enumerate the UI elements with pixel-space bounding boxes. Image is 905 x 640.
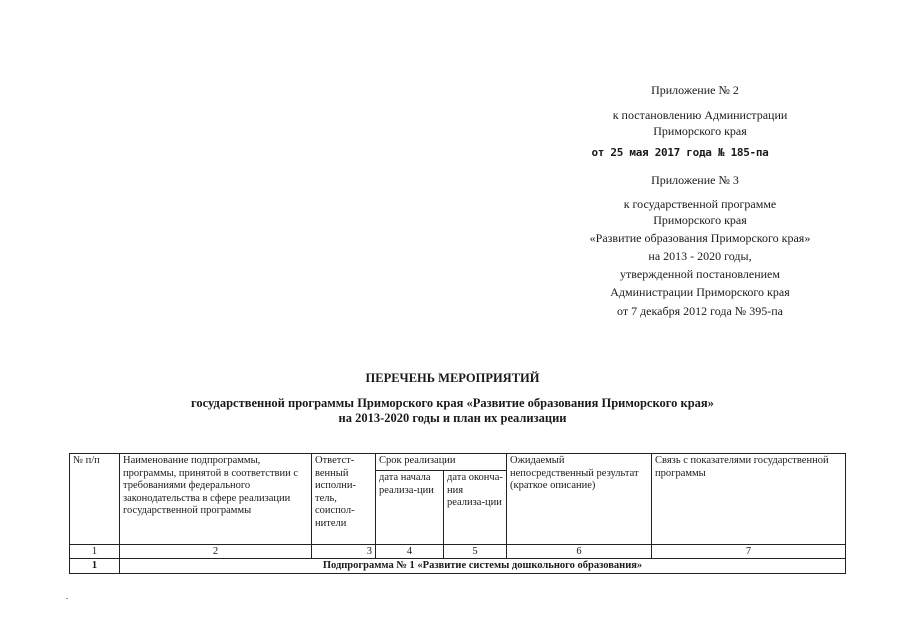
column-number: 5 [444,545,507,559]
header-num: № п/п [70,454,120,545]
document-subtitle-line2: на 2013-2020 годы и план их реализации [338,411,567,425]
table-row [70,559,846,574]
program-ref-line4: на 2013 - 2020 годы, [648,249,752,263]
column-number: 1 [70,545,120,559]
appendix2-label: Приложение № 2 [651,83,739,97]
program-ref-line3: «Развитие образования Приморского края» [589,231,811,245]
program-ref-line7: от 7 декабря 2012 года № 395-па [616,304,784,318]
header-period: Срок реализации [376,454,507,471]
program-ref-line6: Администрации Приморского края [610,285,790,299]
column-number-row [70,545,846,559]
program-ref-line5: утвержденной постановлением [620,267,780,281]
document-subtitle-line1: государственной программы Приморского края «Развитие образования Приморского края» [191,396,714,410]
program-ref-line2: Приморского края [653,213,747,227]
resolution-stamp: от 25 мая 2017 года № 185-па [591,146,769,159]
header-link: Связь с показателями государственной программы [652,454,846,545]
header-start-date: дата начала реализа-ции [376,471,444,545]
appendix3-label: Приложение № 3 [651,173,739,187]
scan-speck [66,598,68,599]
header-executor: Ответст-венный исполни-тель, соиспол-нители [312,454,376,545]
column-number: 6 [507,545,652,559]
column-number: 2 [120,545,312,559]
column-number: 7 [652,545,846,559]
table-header-row [70,454,846,471]
document-title: ПЕРЕЧЕНЬ МЕРОПРИЯТИЙ [365,371,540,385]
program-ref-line1: к государственной программе [623,197,777,211]
column-number: 4 [376,545,444,559]
subprogram-title: Подпрограмма № 1 «Развитие системы дошкольного образования» [120,559,846,574]
header-name: Наименование подпрограммы, программы, принятой в соответствии с требованиями федерального законодательства в сфере реализации государственной программы [120,454,312,545]
header-result: Ожидаемый непосредственный результат (краткое описание) [507,454,652,545]
column-number: 3 [312,545,376,559]
row-number: 1 [70,559,120,574]
activities-table [69,453,846,574]
resolution-ref-line1: к постановлению Администрации [612,108,788,122]
header-end-date: дата оконча-ния реализа-ции [444,471,507,545]
resolution-ref-line2: Приморского края [653,124,747,138]
